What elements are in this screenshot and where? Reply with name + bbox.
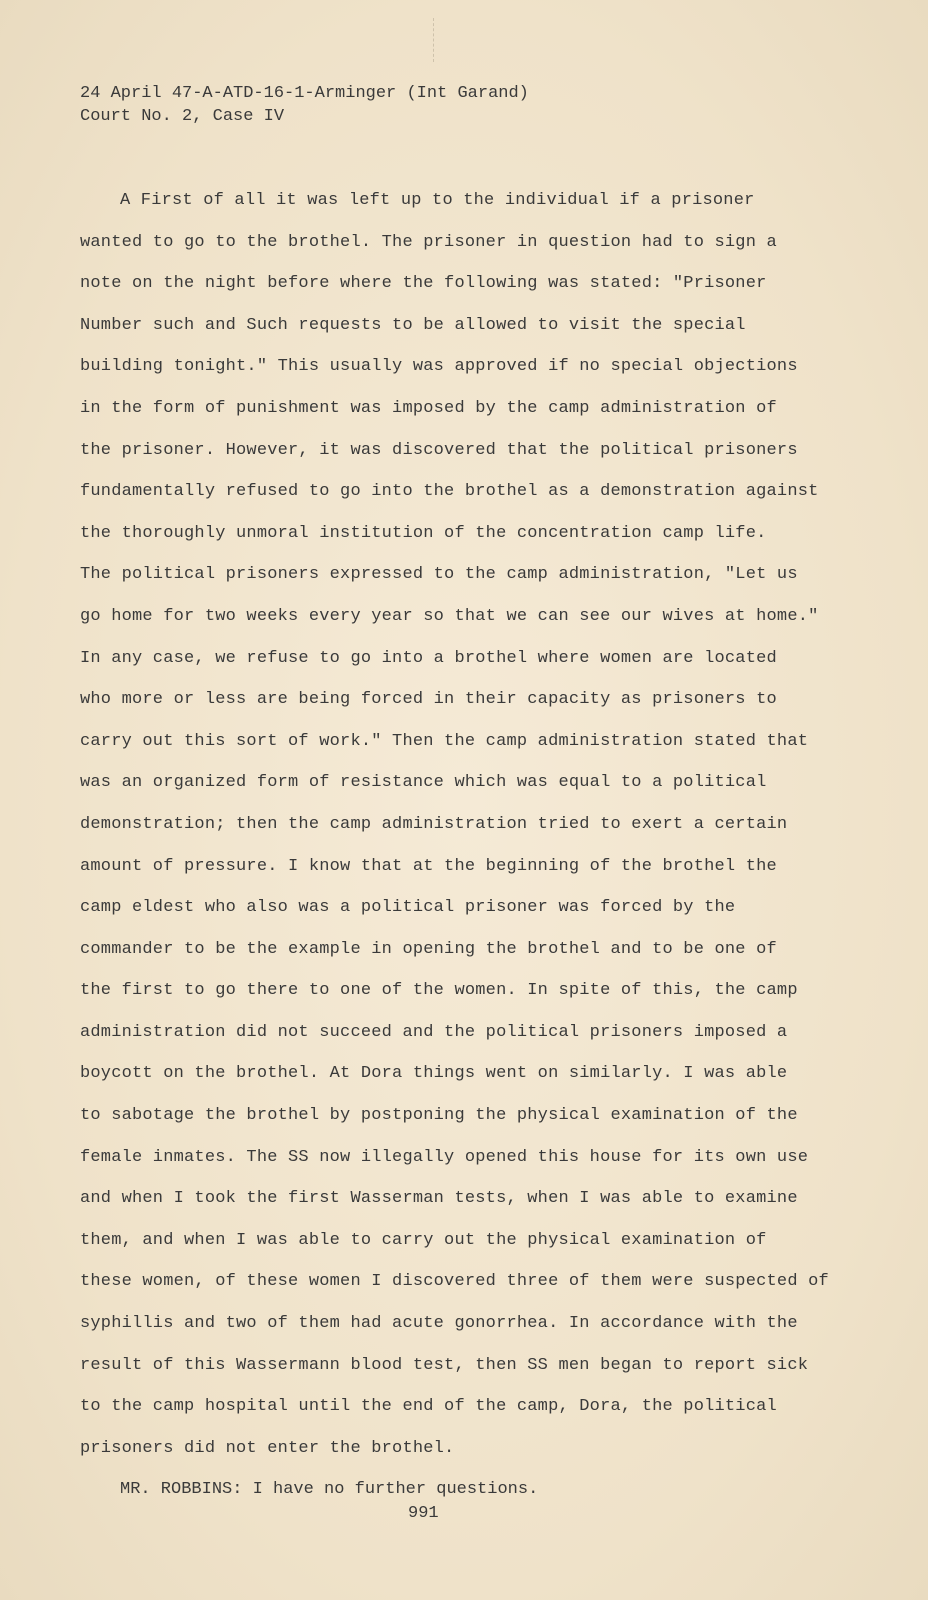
header-line-1: 24 April 47-A-ATD-16-1-Arminger (Int Garand) [80,84,529,103]
transcript-line: the prisoner. However, it was discovered that the political prisoners [80,440,798,460]
transcript-line: The political prisoners expressed to the camp administration, "Let us [80,565,798,585]
transcript-line: result of this Wassermann blood test, then SS men began to report sick [80,1355,809,1375]
transcript-line: boycott on the brothel. At Dora things went on similarly. I was able [80,1064,788,1084]
transcript-line: administration did not succeed and the political prisoners imposed a [80,1022,788,1042]
punch-mark [433,18,436,62]
transcript-line: female inmates. The SS now illegally opened this house for its own use [80,1147,809,1167]
transcript-line: Number such and Such requests to be allowed to visit the special [80,315,746,335]
transcript-line: was an organized form of resistance which was equal to a political [80,773,767,793]
transcript-body [80,180,840,1469]
transcript-line: carry out this sort of work." Then the camp administration stated that [80,731,809,751]
transcript-line: commander to be the example in opening the brothel and to be one of [80,939,777,959]
transcript-line: the thoroughly unmoral institution of the concentration camp life. [80,523,767,543]
closing-statement: MR. ROBBINS: I have no further questions. [120,1480,539,1499]
transcript-line: prisoners did not enter the brothel. [80,1438,455,1458]
transcript-line: In any case, we refuse to go into a brothel where women are located [80,648,777,668]
transcript-line: amount of pressure. I know that at the beginning of the brothel the [80,856,777,876]
transcript-line: them, and when I was able to carry out the physical examination of [80,1230,767,1250]
transcript-line: the first to go there to one of the women. In spite of this, the camp [80,981,798,1001]
transcript-line: who more or less are being forced in their capacity as prisoners to [80,690,777,710]
transcript-line: A First of all it was left up to the individual if a prisoner [120,191,755,210]
transcript-line: note on the night before where the following was stated: "Prisoner [80,274,767,294]
transcript-line: camp eldest who also was a political prisoner was forced by the [80,898,736,918]
transcript-line: and when I took the first Wasserman tests, when I was able to examine [80,1189,798,1209]
transcript-line: fundamentally refused to go into the brothel as a demonstration against [80,482,819,502]
transcript-line: to sabotage the brothel by postponing the physical examination of the [80,1106,798,1126]
transcript-line: in the form of punishment was imposed by the camp administration of [80,398,777,418]
transcript-line: building tonight." This usually was approved if no special objections [80,357,798,377]
header-line-2: Court No. 2, Case IV [80,107,285,126]
transcript-line: these women, of these women I discovered three of them were suspected of [80,1272,829,1292]
transcript-line: syphillis and two of them had acute gonorrhea. In accordance with the [80,1314,798,1334]
page-number: 991 [408,1504,439,1523]
transcript-line: demonstration; then the camp administration tried to exert a certain [80,814,788,834]
document-header [80,82,529,128]
transcript-line: to the camp hospital until the end of the camp, Dora, the political [80,1397,777,1417]
transcript-line: wanted to go to the brothel. The prisoner in question had to sign a [80,232,777,252]
transcript-line: go home for two weeks every year so that we can see our wives at home." [80,606,819,626]
